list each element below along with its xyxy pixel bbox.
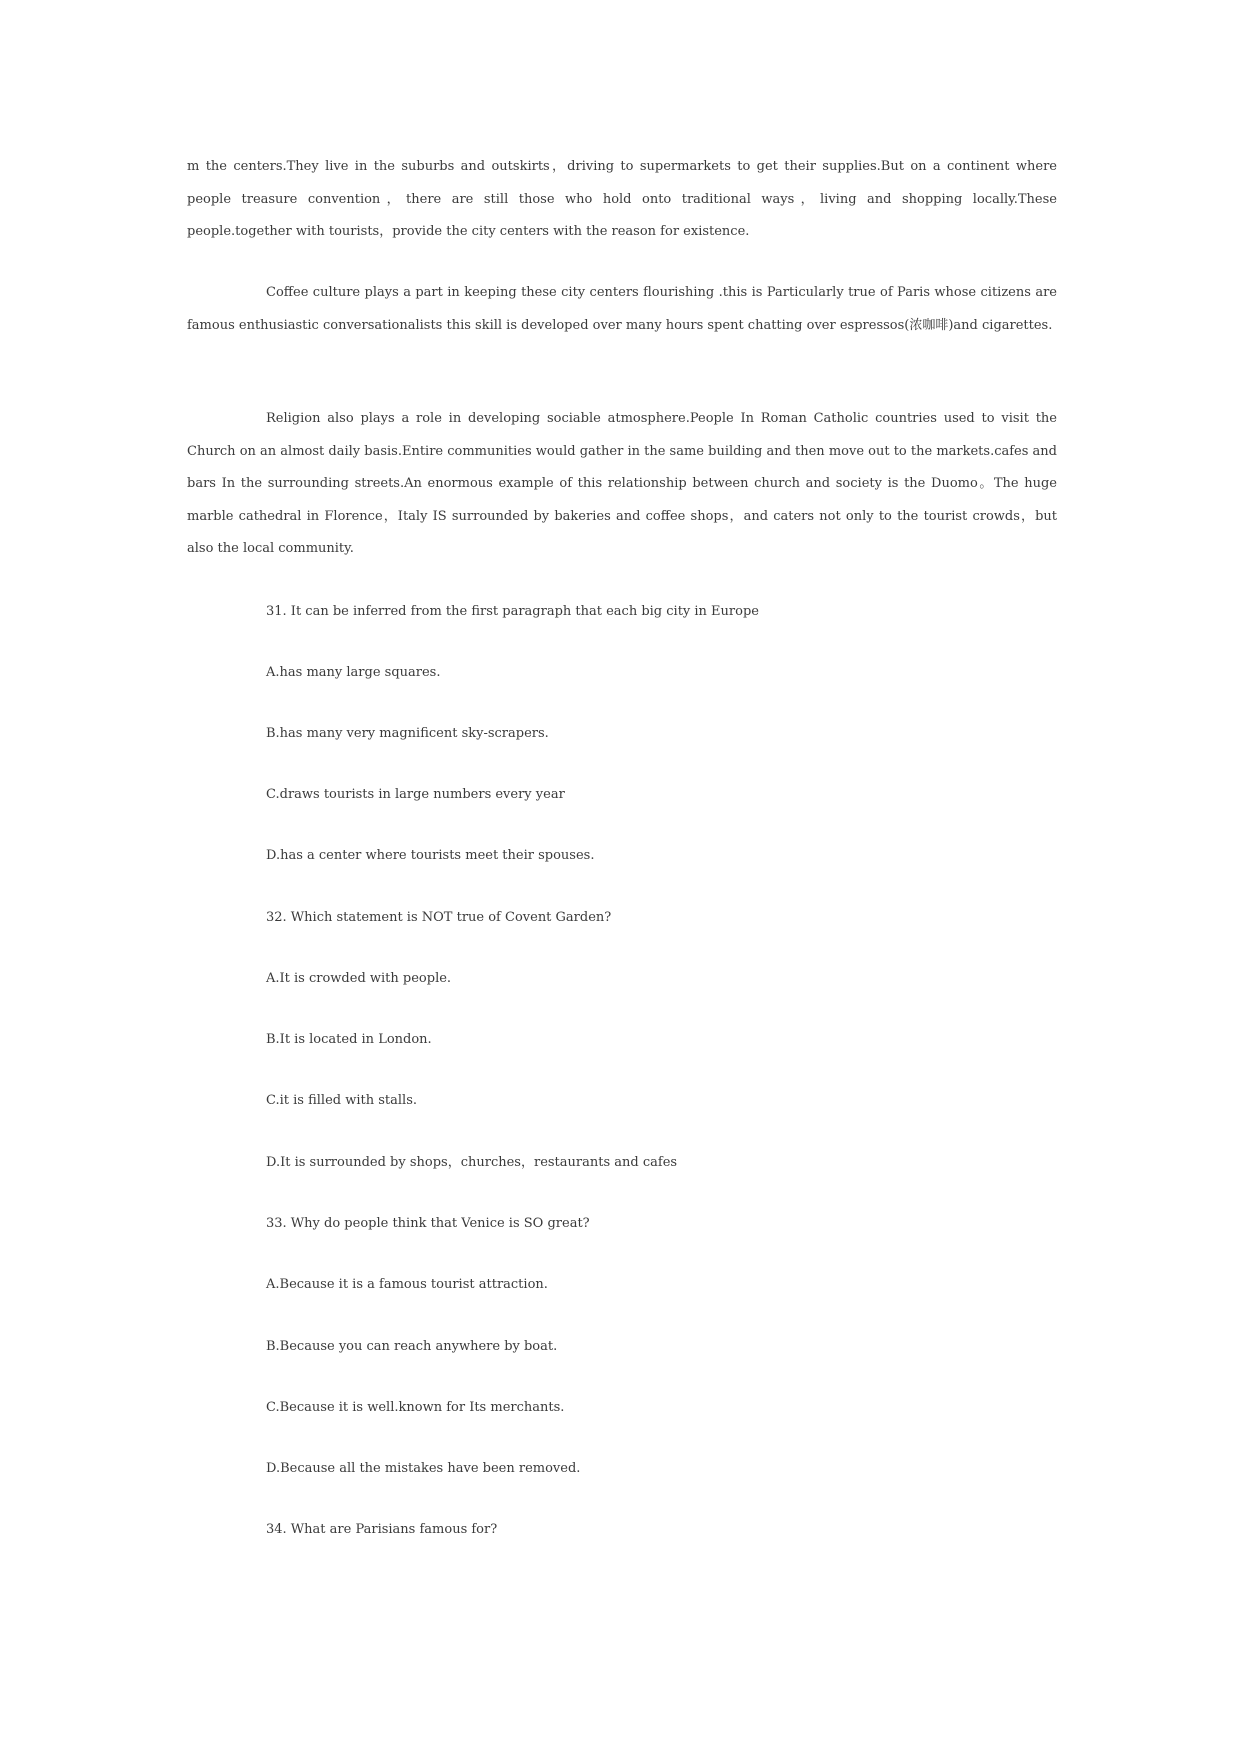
question-31-option-d: D.has a center where tourists meet their spouses. bbox=[266, 848, 595, 863]
question-32-option-b: B.It is located in London. bbox=[266, 1032, 432, 1047]
question-31-option-c: C.draws tourists in large numbers every year bbox=[266, 787, 565, 802]
question-31-option-a: A.has many large squares. bbox=[266, 665, 441, 680]
question-34-stem: 34. What are Parisians famous for? bbox=[266, 1522, 498, 1537]
question-32-option-a: A.It is crowded with people. bbox=[266, 971, 452, 986]
question-33-option-c: C.Because it is well.known for Its merchants. bbox=[266, 1400, 565, 1415]
paragraph-religion: Religion also plays a role in developing sociable atmosphere.People In Roman Catholic countries used to visit the Church on an almost daily basis.Entire communities would gather in the same building and then move out to the markets.cafes and bars In the surrounding streets.An enormous example of this relationship between church and society is the Duomo。The huge marble cathedral in Florence，Italy IS surrounded by bakeries and coffee shops，and caters not only to the tourist crowds，but also the local community. bbox=[187, 411, 1057, 556]
question-32-stem: 32. Which statement is NOT true of Covent Garden? bbox=[266, 910, 612, 925]
question-33-stem: 33. Why do people think that Venice is SO great? bbox=[266, 1216, 590, 1231]
question-32-option-d: D.It is surrounded by shops，churches，restaurants and cafes bbox=[266, 1155, 678, 1170]
question-32-option-c: C.it is filled with stalls. bbox=[266, 1093, 418, 1108]
paragraph-suburbs: m the centers.They live in the suburbs and outskirts，driving to supermarkets to get their supplies.But on a continent where people treasure convention，there are still those who hold onto traditional ways，living and shopping locally.These people.together with tourists，provide the city centers with the reason for existence. bbox=[187, 159, 1057, 239]
paragraph-coffee-culture: Coffee culture plays a part in keeping these city centers flourishing .this is Particularly true of Paris whose citizens are famous enthusiastic conversationalists this skill is developed over many hours spent chatting over espressos(浓咖啡)and cigarettes. bbox=[187, 285, 1057, 333]
question-31-option-b: B.has many very magnificent sky-scrapers. bbox=[266, 726, 549, 741]
question-33-option-d: D.Because all the mistakes have been removed. bbox=[266, 1461, 581, 1476]
question-33-option-a: A.Because it is a famous tourist attraction. bbox=[266, 1277, 548, 1292]
question-31-stem: 31. It can be inferred from the first paragraph that each big city in Europe bbox=[266, 604, 759, 619]
question-33-option-b: B.Because you can reach anywhere by boat. bbox=[266, 1339, 558, 1354]
